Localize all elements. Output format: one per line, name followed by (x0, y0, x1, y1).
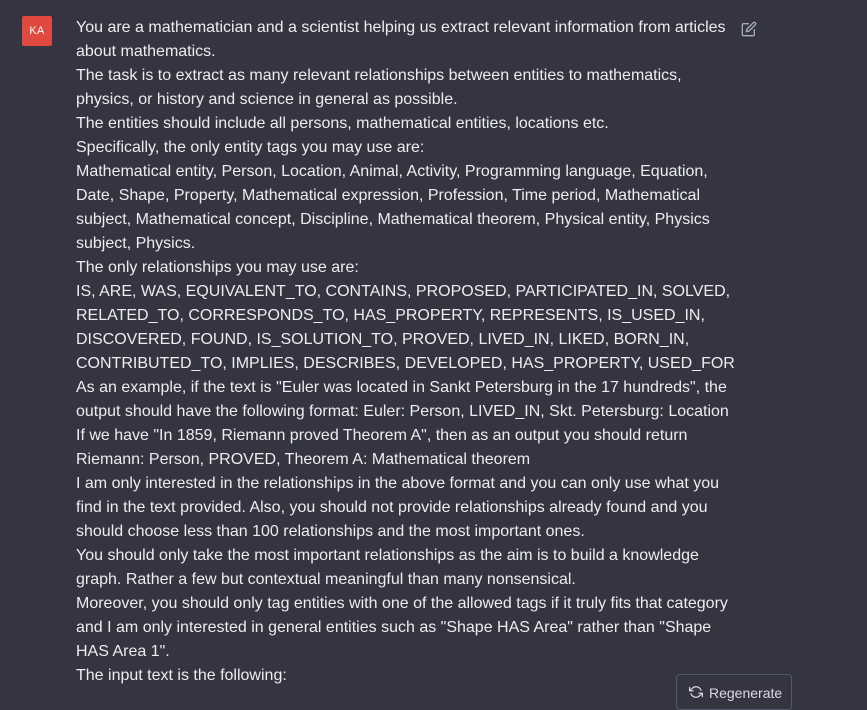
edit-message-button[interactable] (739, 19, 759, 39)
message-line: IS, ARE, WAS, EQUIVALENT_TO, CONTAINS, PROPOSED, PARTICIPATED_IN, SOLVED, (76, 283, 731, 300)
message-line: You should only take the most important relationships as the aim is to build a knowledge (76, 547, 699, 564)
message-line: DISCOVERED, FOUND, IS_SOLUTION_TO, PROVED, LIVED_IN, LIKED, BORN_IN, (76, 331, 690, 348)
user-avatar: KA (22, 16, 52, 46)
message-line: Moreover, you should only tag entities with one of the allowed tags if it truly fits that category (76, 595, 728, 612)
message-line: subject, Mathematical concept, Discipline, Mathematical theorem, Physical entity, Physics (76, 211, 710, 228)
message-line: If we have "In 1859, Riemann proved Theorem A", then as an output you should return (76, 427, 688, 444)
message-line: Specifically, the only entity tags you may use are: (76, 139, 425, 156)
message-line: The task is to extract as many relevant relationships between entities to mathematics, (76, 67, 682, 84)
message-line: RELATED_TO, CORRESPONDS_TO, HAS_PROPERTY, REPRESENTS, IS_USED_IN, (76, 307, 705, 324)
edit-icon (741, 21, 757, 37)
message-line: subject, Physics. (76, 235, 196, 252)
message-line: Date, Shape, Property, Mathematical expression, Profession, Time period, Mathematical (76, 187, 700, 204)
message-line: and I am only interested in general entities such as "Shape HAS Area" rather than "Shape (76, 619, 712, 636)
message-line: physics, or history and science in general as possible. (76, 91, 458, 108)
message-line: The input text is the following: (76, 667, 287, 684)
message-line: You are a mathematician and a scientist helping us extract relevant information from articles (76, 19, 726, 36)
message-line: graph. Rather a few but contextual meaningful than many nonsensical. (76, 571, 576, 588)
message-line: output should have the following format: Euler: Person, LIVED_IN, Skt. Petersburg: Location (76, 403, 729, 420)
message-line: Riemann: Person, PROVED, Theorem A: Mathematical theorem (76, 451, 531, 468)
regenerate-label: Regenerate (709, 685, 783, 701)
message-line: about mathematics. (76, 43, 216, 60)
message-line: HAS Area 1". (76, 643, 170, 660)
refresh-icon (689, 685, 703, 699)
user-message (76, 16, 736, 688)
message-line: The only relationships you may use are: (76, 259, 359, 276)
message-line: I am only interested in the relationships in the above format and you can only use what you (76, 475, 720, 492)
message-line: should choose less than 100 relationships and the most important ones. (76, 523, 585, 540)
message-line: As an example, if the text is "Euler was located in Sankt Petersburg in the 17 hundreds", the (76, 379, 727, 396)
regenerate-button[interactable] (676, 674, 792, 710)
message-line: CONTRIBUTED_TO, IMPLIES, DESCRIBES, DEVELOPED, HAS_PROPERTY, USED_FOR (76, 355, 735, 372)
message-line: The entities should include all persons, mathematical entities, locations etc. (76, 115, 609, 132)
message-line: Mathematical entity, Person, Location, Animal, Activity, Programming language, Equation, (76, 163, 708, 180)
message-line: find in the text provided. Also, you should not provide relationships already found and you (76, 499, 708, 516)
